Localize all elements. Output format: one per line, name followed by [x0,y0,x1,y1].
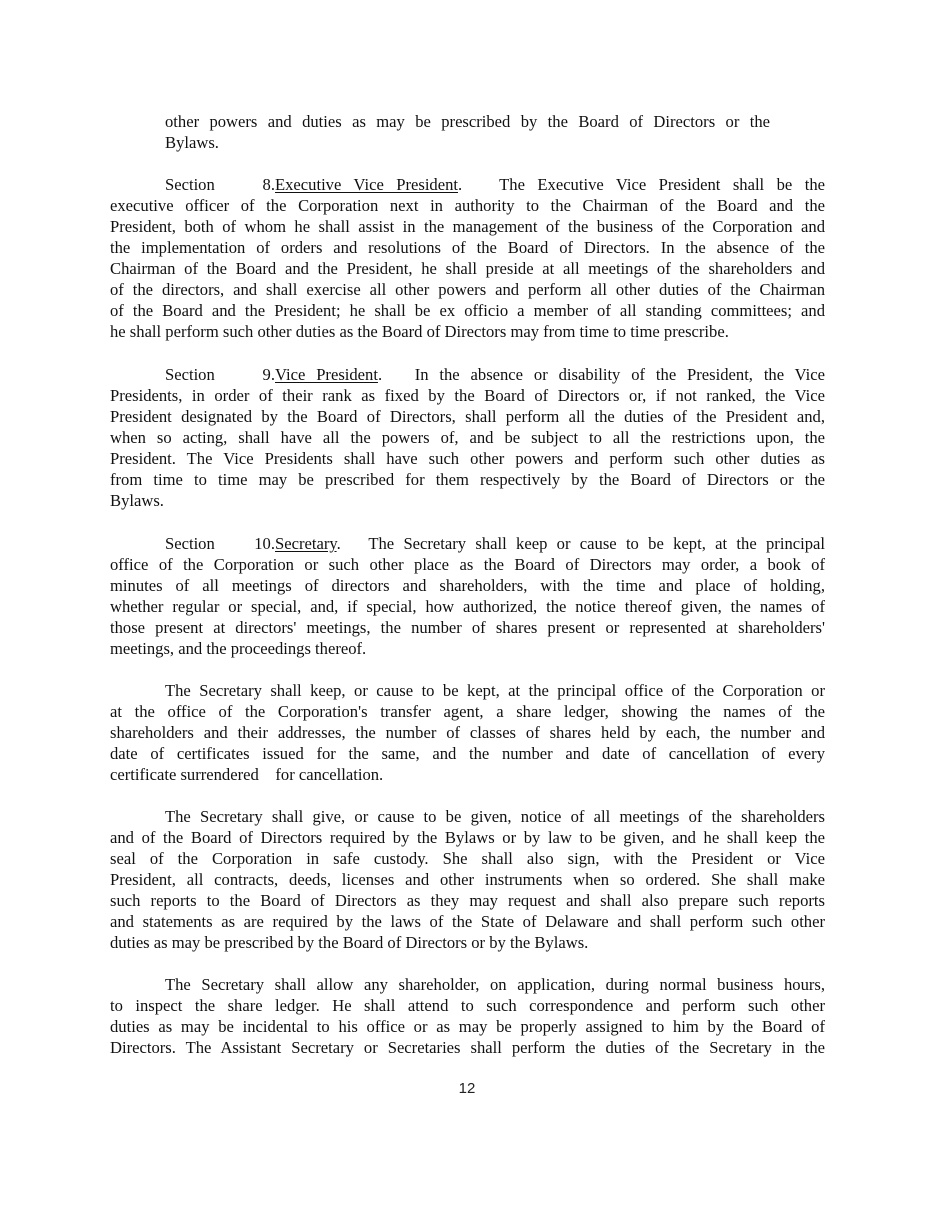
text-line: date of certificates issued for the same, and the number and date of cancellation of every [110,744,825,763]
text-line: and of the Board of Directors required by the Bylaws or by law to be given, and he shall keep the [110,828,825,847]
text-line: meetings, and the proceedings thereof. [110,639,367,658]
text-line: Chairman of the Board and the President, he shall preside at all meetings of the shareholders and [110,259,825,278]
text-line: when so acting, shall have all the powers of, and be subject to all the restrictions upon, the [110,428,825,447]
text-line: The Secretary shall keep, or cause to be kept, at the principal office of the Corporation or [165,681,825,700]
text-fragment: . The Executive Vice President shall be the [458,175,825,194]
section-9-first-line [110,364,825,385]
section-9-paragraph [110,364,825,511]
text-line: the implementation of orders and resolutions of the Board of Directors. In the absence of the [110,238,825,257]
section-heading: Vice President [275,365,378,384]
text-line: duties as may be incidental to his office or as may be properly assigned to him by the Board of [110,1017,825,1036]
text-line: he shall perform such other duties as the Board of Directors may from time to time prescribe. [110,322,729,341]
text-line: other powers and duties as may be prescribed by the Board of Directors or the [165,112,770,131]
section-10-first-line [110,533,825,554]
text-line: of the Board and the President; he shall be ex officio a member of all standing committees; and [110,301,825,320]
text-line: Bylaws. [110,491,164,510]
text-line: President, both of whom he shall assist in the management of the business of the Corporation and [110,217,825,236]
text-line: The Secretary shall give, or cause to be given, notice of all meetings of the shareholders [165,807,825,826]
text-line: those present at directors' meetings, the number of shares present or represented at shareholders' [110,618,825,637]
text-line: and statements as are required by the laws of the State of Delaware and shall perform such other [110,912,825,931]
text-line: such reports to the Board of Directors as they may request and shall also prepare such reports [110,891,825,910]
notice-paragraph [110,806,825,953]
continuation-paragraph [165,111,770,153]
page-number: 12 [458,1080,476,1097]
section-number: Section 8. [165,175,275,194]
section-number: Section 10. [165,534,275,553]
text-fragment: . In the absence or disability of the President, the Vice [377,365,825,384]
section-8-paragraph [110,174,825,342]
text-line: minutes of all meetings of directors and shareholders, with the time and place of holding, [110,576,825,595]
text-line: Presidents, in order of their rank as fixed by the Board of Directors or, if not ranked, the Vice [110,386,825,405]
text-line: office of the Corporation or such other place as the Board of Directors may order, a book of [110,555,825,574]
text-line: seal of the Corporation in safe custody. She shall also sign, with the President or Vice [110,849,825,868]
text-fragment: . The Secretary shall keep or cause to be kept, at the principal [336,534,825,553]
text-line: of the directors, and shall exercise all other powers and perform all other duties of the Chairman [110,280,825,299]
text-line: shareholders and their addresses, the number of classes of shares held by each, the number and [110,723,825,742]
section-10-paragraph [110,533,825,659]
text-line: executive officer of the Corporation next in authority to the Chairman of the Board and the [110,196,825,215]
text-line: President, all contracts, deeds, licenses and other instruments when so ordered. She shall make [110,870,825,889]
text-line: from time to time may be prescribed for them respectively by the Board of Directors or the [110,470,825,489]
text-line: Bylaws. [165,133,219,152]
text-line: certificate surrendered for cancellation. [110,765,384,784]
section-number: Section 9. [165,365,275,384]
section-heading: Secretary [275,534,337,553]
share-ledger-paragraph [110,680,825,785]
section-8-first-line [110,174,825,195]
text-line: duties as may be prescribed by the Board of Directors or by the Bylaws. [110,933,589,952]
text-line: President designated by the Board of Directors, shall perform all the duties of the President and, [110,407,825,426]
text-line: to inspect the share ledger. He shall attend to such correspondence and perform such other [110,996,825,1015]
text-line: whether regular or special, and, if special, how authorized, the notice thereof given, the names of [110,597,825,616]
section-heading: Executive Vice President [275,175,458,194]
inspection-paragraph [110,974,825,1058]
text-line: Directors. The Assistant Secretary or Secretaries shall perform the duties of the Secretary in the [110,1038,825,1057]
text-line: President. The Vice Presidents shall have such other powers and perform such other duties as [110,449,825,468]
text-line: at the office of the Corporation's transfer agent, a share ledger, showing the names of the [110,702,825,721]
text-line: The Secretary shall allow any shareholder, on application, during normal business hours, [165,975,825,994]
